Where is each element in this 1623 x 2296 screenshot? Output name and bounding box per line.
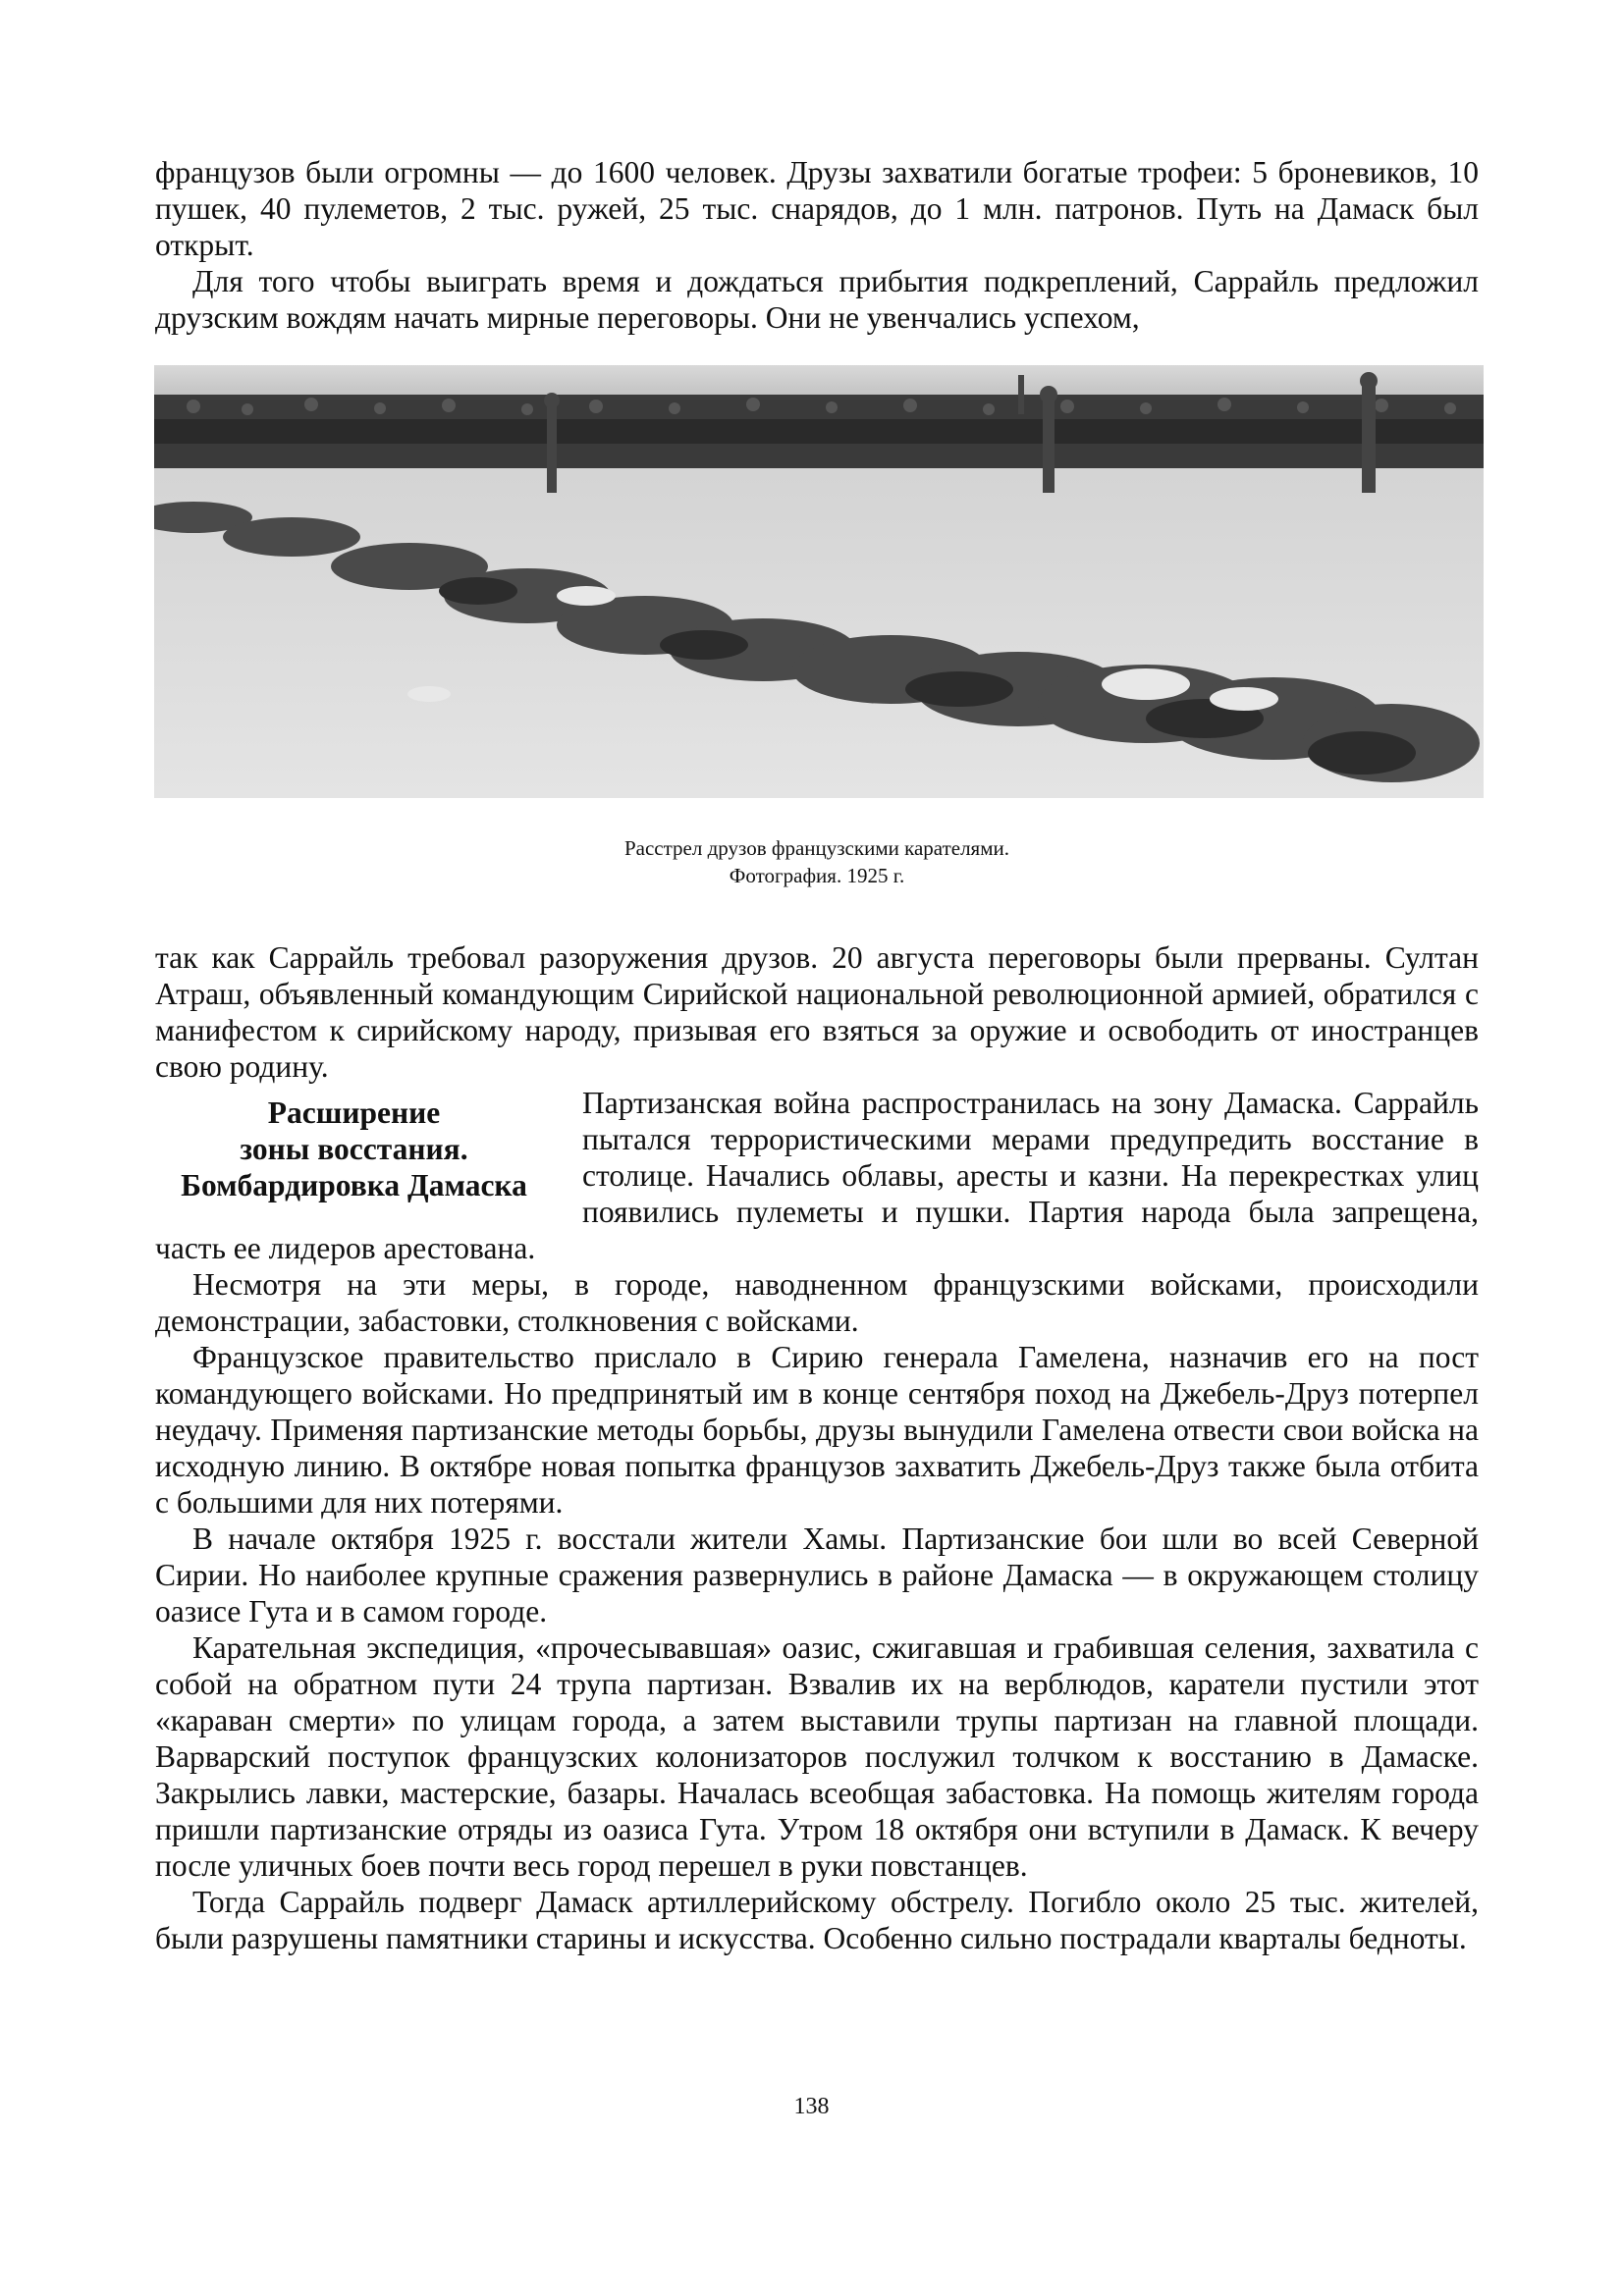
paragraph-7: Карательная экспедиция, «прочесывавшая» оазис, сжигавшая и грабившая селения, захватила с собой на обратном пути 24 трупа партизан. Взвалив их на верблюдов, каратели пустили этот «караван смерти» по улицам города, а затем выставили трупы партизан на главной площади. Варварский поступок французских колонизаторов послужил толчком к восстанию в Дамаске. Закрылись лавки, мастерские, базары. Началась всеобщая забастовка. На помощь жителям города пришли партизанские отряды из оазиса Гута. Утром 18 октября они вступили в Дамаск. К вечеру после уличных боев почти весь город перешел в руки повстанцев. bbox=[155, 1630, 1479, 1883]
heading-line-2: зоны восстания. bbox=[240, 1132, 468, 1166]
continuation-paragraph: так как Саррайль требовал разоружения друзов. 20 августа переговоры были прерваны. Султан Атраш, объявленный командующим Сирийской национальной революционной армией, обратился с манифестом к сирийскому народу, призывая его взяться за оружие и освободить от иностранцев свою родину. bbox=[155, 940, 1479, 1084]
paragraph-5: Французское правительство прислало в Сирию генерала Гамелена, назначив его на пост командующего войсками. Но предпринятый им в конце сентября поход на Джебель-Друз потерпел неудачу. Применяя партизанские методы борьбы, друзы вынудили Гамелена отвести свои войска на исходную линию. В октябре новая попытка французов захватить Джебель-Друз также была отбита с большими для них потерями. bbox=[155, 1340, 1479, 1520]
paragraph-8: Тогда Саррайль подверг Дамаск артиллерийскому обстрелу. Погибло около 25 тыс. жителей, были разрушены памятники старины и искусства. Особенно сильно пострадали кварталы бедноты. bbox=[155, 1885, 1479, 1955]
section-heading bbox=[155, 1095, 553, 1203]
heading-line-1: Расширение bbox=[267, 1095, 441, 1130]
execution-photo bbox=[154, 365, 1484, 798]
paragraph-2: Для того чтобы выиграть время и дождаться прибытия подкреплений, Саррайль предложил друзским вождям начать мирные переговоры. Они не увенчались успехом, bbox=[155, 264, 1479, 335]
top-text bbox=[155, 154, 1479, 336]
paragraph-1: французов были огромны — до 1600 человек. Друзы захватили богатые трофеи: 5 броневиков, 10 пушек, 40 пулеметов, 2 тыс. ружей, 25 тыс. снарядов, до 1 млн. патронов. Путь на Дамаск был открыт. bbox=[155, 155, 1479, 262]
photo-caption bbox=[155, 834, 1479, 889]
heading-line-3: Бомбардировка Дамаска bbox=[181, 1168, 527, 1202]
paragraph-6: В начале октября 1925 г. восстали жители Хамы. Партизанские бои шли во всей Северной Сирии. Но наиболее крупные сражения развернулись в районе Дамаска — в окружающем столицу оазисе Гута и в самом городе. bbox=[155, 1522, 1479, 1629]
main-text bbox=[155, 939, 1479, 1956]
paragraph-3: Партизанская война распространилась на зону Дамаска. Саррайль пытался террористическими мерами предупредить восстание в столице. Начались облавы, аресты и казни. На перекрестках улиц появились пулеметы и пушки. Партия народа была запрещена, часть ее лидеров арестована. bbox=[155, 1086, 1479, 1265]
paragraph-4: Несмотря на эти меры, в городе, наводненном французскими войсками, происходили демонстрации, забастовки, столкновения с войсками. bbox=[155, 1267, 1479, 1338]
caption-line-2: Фотография. 1925 г. bbox=[729, 864, 905, 887]
caption-line-1: Расстрел друзов французскими карателями. bbox=[623, 836, 1009, 860]
page-number: 138 bbox=[793, 2094, 830, 2119]
